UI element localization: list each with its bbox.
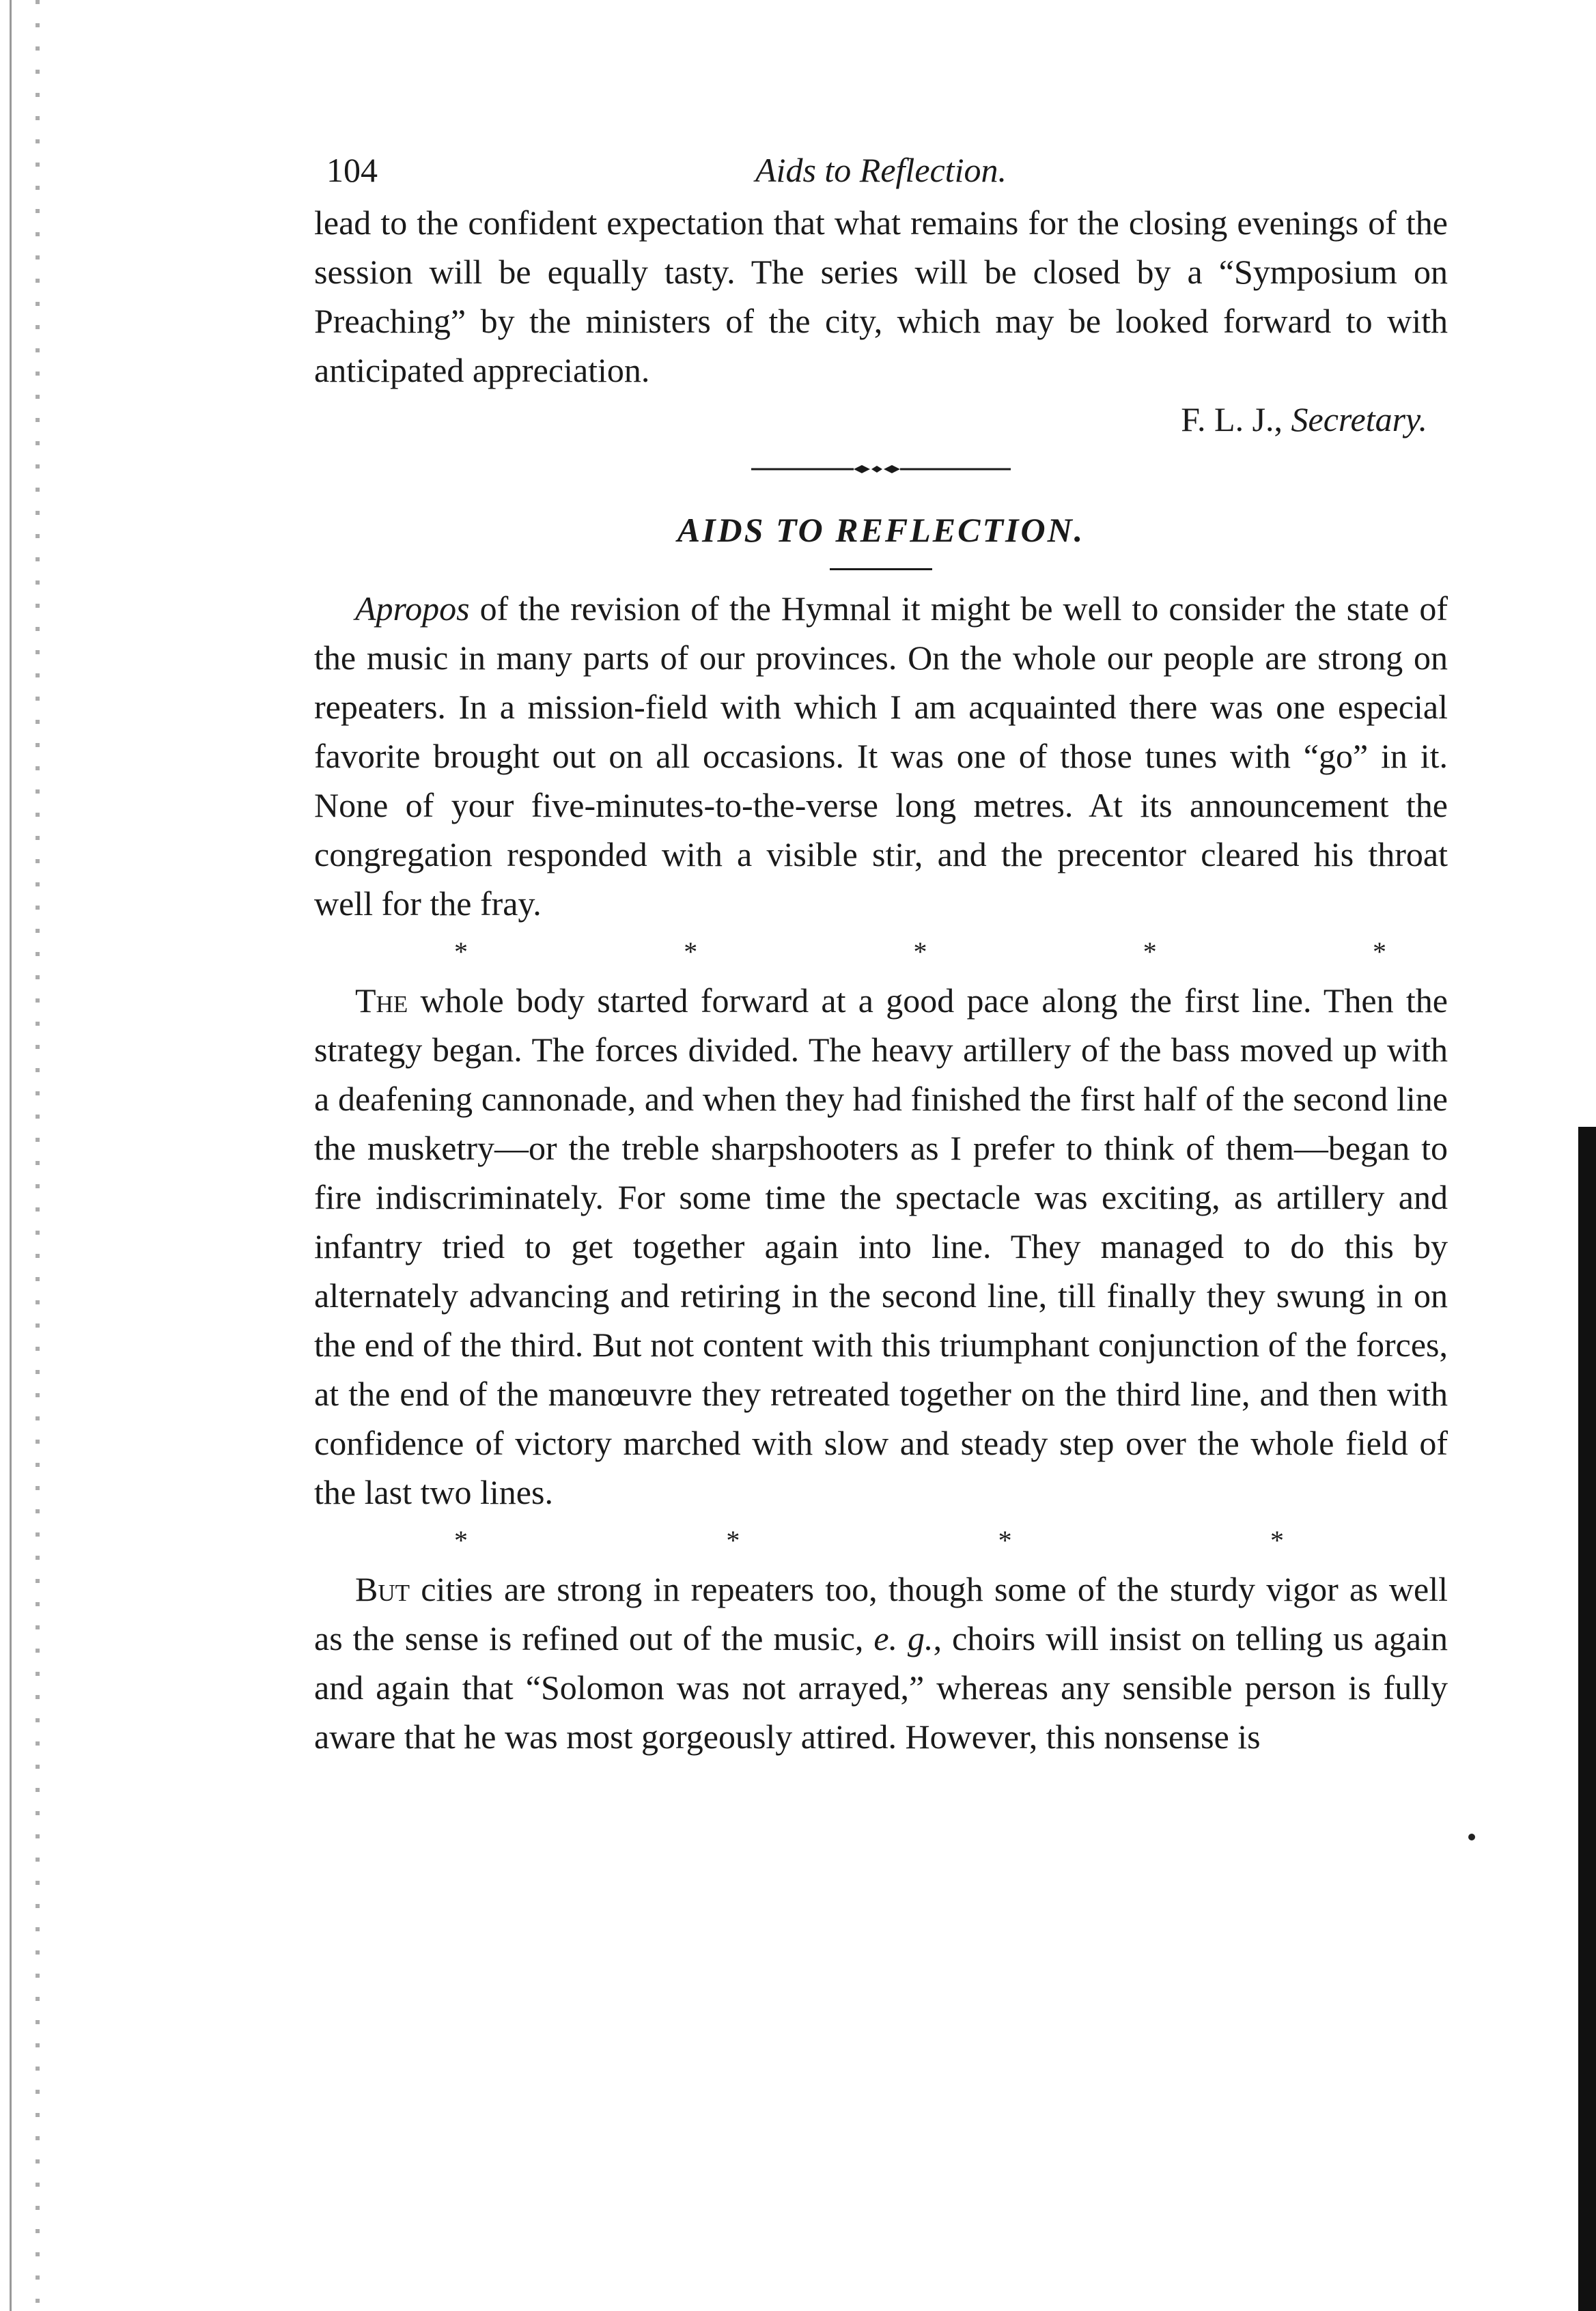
- section-title: AIDS TO REFLECTION.: [677, 511, 1085, 549]
- paragraph-3: [314, 1565, 1448, 1761]
- asterisk: *: [726, 1525, 740, 1556]
- signature-line: [314, 395, 1448, 444]
- paragraph-3-text-before: cities are strong in repeaters too, though some of the sturdy vigor as well as the sense is refined out of the music,: [314, 1570, 1448, 1657]
- asterism-separator-2: [314, 1517, 1448, 1565]
- paragraph-3-lead: But: [355, 1570, 410, 1608]
- scan-binding-marks: [0, 0, 61, 2311]
- asterisk: *: [1373, 936, 1386, 967]
- paragraph-2: [314, 976, 1448, 1517]
- paragraph-3-text-after: , choirs will insist on telling us again and again that “Solomon was not arrayed,” whereas any sensible person is fully aware that he was most gorgeously attired. However, this nonsense is: [314, 1619, 1448, 1756]
- asterism-separator-1: [314, 928, 1448, 976]
- asterisk: *: [454, 936, 468, 967]
- paragraph-1-text: of the revision of the Hymnal it might be well to consider the state of the music in many parts of our provinces. On the whole our people are strong on repeaters. In a mission-field with which I am acquainted there was one especial favorite brought out on all occasions. It was one of those tunes with “go” in it. None of your five-minutes-to-the-verse long metres. At its announcement the congregation responded with a visible stir, and the precentor cleared his throat well for the fray.: [314, 589, 1448, 923]
- asterisk: *: [1143, 936, 1157, 967]
- paragraph-2-text: whole body started forward at a good pace along the first line. Then the strategy began. The forces divided. The heavy artillery of the bass moved up with a deafening cannonade, and when they had finished the first half of the second line the musketry—or the treble sharpshooters as I prefer to think of them—began to fire indiscriminately. For some time the spectacle was exciting, as artillery and infantry tried to get together again into line. They managed to do this by alternately advancing and retiring in the second line, till finally they swung in on the end of the third. But not content with this triumphant conjunction of the forces, at the end of the manœuvre they retreated together on the third line, and then with confidence of victory marched with slow and steady step over the whole field of the last two lines.: [314, 981, 1448, 1511]
- running-title: Aids to Reflection.: [755, 151, 1007, 189]
- ornament-rule-icon: [751, 459, 1011, 479]
- paragraph-3-eg: e. g.: [873, 1619, 934, 1657]
- section-ornament: [751, 459, 1011, 479]
- asterisk: *: [913, 936, 927, 967]
- page-header: [314, 130, 1448, 198]
- paragraph-1: [314, 584, 1448, 928]
- signature-initials: F. L. J.,: [1181, 400, 1291, 438]
- paragraph-1-lead: Apropos: [355, 589, 470, 628]
- title-rule: [830, 568, 932, 570]
- intro-paragraph: lead to the confident expectation that what remains for the closing evenings of the session will be equally tasty. The series will be closed by a “Symposium on Preaching” by the ministers of the city, which may be looked forward to with anticipated appreciation.: [314, 204, 1448, 389]
- scan-speck: [1468, 1834, 1475, 1840]
- asterisk: *: [684, 936, 698, 967]
- asterisk: *: [998, 1525, 1012, 1556]
- asterisk: *: [454, 1525, 468, 1556]
- scan-right-edge: [1578, 1127, 1596, 2311]
- asterisk: *: [1270, 1525, 1284, 1556]
- signature-title: Secretary.: [1291, 400, 1427, 438]
- page-number: 104: [326, 151, 378, 189]
- book-page: [314, 130, 1448, 1761]
- paragraph-2-lead: The: [355, 981, 408, 1020]
